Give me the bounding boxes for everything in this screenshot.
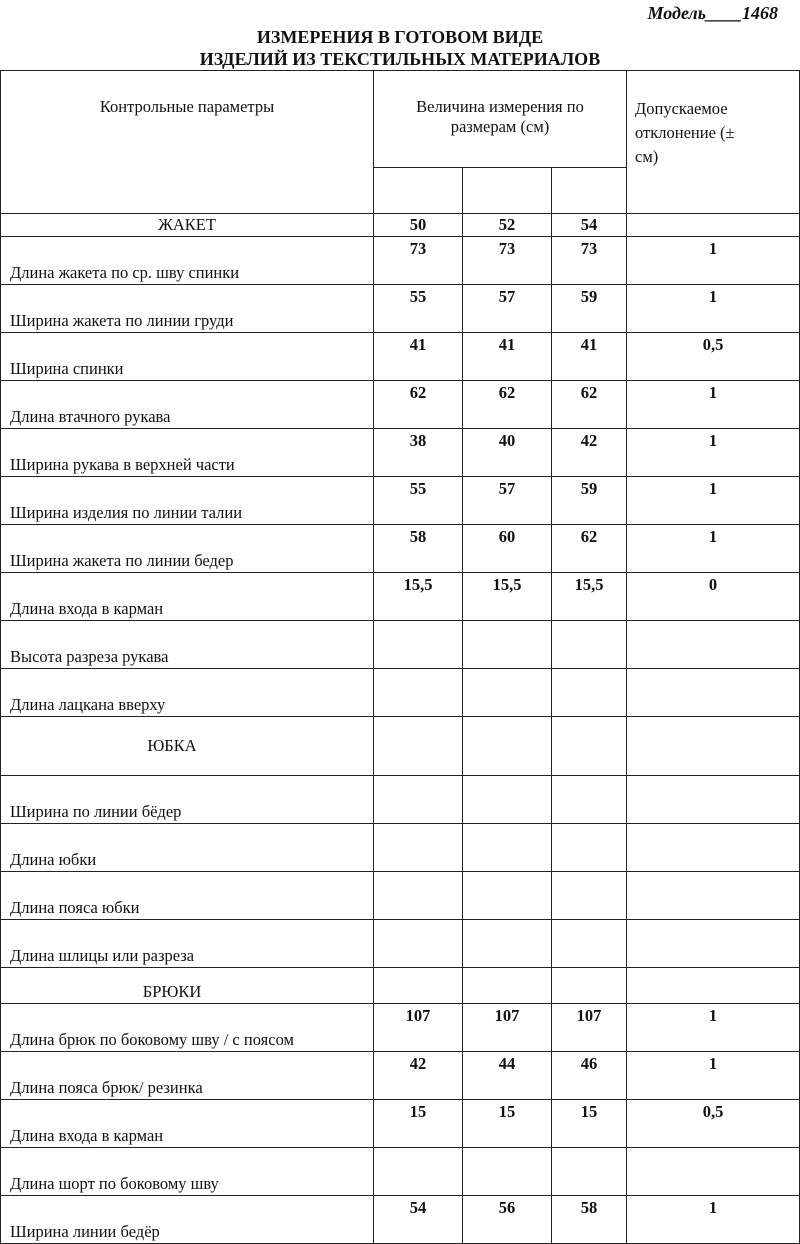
value-cell bbox=[374, 621, 463, 669]
table-row bbox=[1, 573, 800, 621]
param-label: Ширина жакета по линии груди bbox=[1, 285, 374, 333]
tolerance-cell bbox=[627, 968, 800, 1004]
value-cell bbox=[552, 717, 627, 776]
param-label: Ширина жакета по линии бедер bbox=[1, 525, 374, 573]
value-cell bbox=[374, 872, 463, 920]
param-label: Длина юбки bbox=[1, 824, 374, 872]
tolerance-cell bbox=[627, 621, 800, 669]
param-label: Ширина линии бедёр bbox=[1, 1196, 374, 1244]
param-label: Длина шлицы или разреза bbox=[1, 920, 374, 968]
value-cell: 40 bbox=[463, 429, 552, 477]
value-cell bbox=[374, 669, 463, 717]
table-row bbox=[1, 776, 800, 824]
tolerance-cell: 1 bbox=[627, 429, 800, 477]
header-param: Контрольные параметры bbox=[1, 71, 374, 214]
value-cell bbox=[552, 621, 627, 669]
value-cell bbox=[552, 669, 627, 717]
table-row bbox=[1, 1196, 800, 1244]
section-title: ЮБКА bbox=[1, 717, 374, 776]
header-size-line-1: Величина измерения по bbox=[416, 97, 584, 116]
tolerance-cell: 1 bbox=[627, 237, 800, 285]
value-cell: 58 bbox=[374, 525, 463, 573]
title-line-1: ИЗМЕРЕНИЯ В ГОТОВОМ ВИДЕ bbox=[256, 27, 544, 47]
table-row bbox=[1, 237, 800, 285]
value-cell: 73 bbox=[463, 237, 552, 285]
value-cell bbox=[374, 920, 463, 968]
value-cell bbox=[463, 776, 552, 824]
value-cell: 15,5 bbox=[374, 573, 463, 621]
value-cell bbox=[463, 968, 552, 1004]
value-cell: 56 bbox=[463, 1196, 552, 1244]
value-cell: 62 bbox=[463, 381, 552, 429]
value-cell: 62 bbox=[552, 381, 627, 429]
section-row-skirt bbox=[1, 717, 800, 776]
table-row bbox=[1, 824, 800, 872]
param-label: Длина лацкана вверху bbox=[1, 669, 374, 717]
value-cell: 15,5 bbox=[552, 573, 627, 621]
value-cell bbox=[463, 920, 552, 968]
tolerance-cell bbox=[627, 1148, 800, 1196]
tolerance-cell: 1 bbox=[627, 1004, 800, 1052]
measurements-table bbox=[0, 70, 800, 1244]
param-label: Ширина по линии бёдер bbox=[1, 776, 374, 824]
value-cell bbox=[463, 717, 552, 776]
table-row bbox=[1, 1004, 800, 1052]
value-cell: 73 bbox=[374, 237, 463, 285]
value-cell bbox=[374, 776, 463, 824]
tolerance-cell bbox=[627, 669, 800, 717]
header-size-line-2: размерам (см) bbox=[450, 117, 550, 136]
value-cell: 38 bbox=[374, 429, 463, 477]
tolerance-cell bbox=[627, 717, 800, 776]
value-cell bbox=[374, 1148, 463, 1196]
value-cell bbox=[463, 669, 552, 717]
tolerance-cell: 1 bbox=[627, 477, 800, 525]
table-row bbox=[1, 1148, 800, 1196]
value-cell: 41 bbox=[463, 333, 552, 381]
size-value: 52 bbox=[463, 214, 552, 237]
section-row-jacket bbox=[1, 214, 800, 237]
value-cell: 59 bbox=[552, 477, 627, 525]
value-cell bbox=[552, 776, 627, 824]
value-cell: 42 bbox=[374, 1052, 463, 1100]
table-row bbox=[1, 1052, 800, 1100]
tolerance-cell bbox=[627, 214, 800, 237]
document-title bbox=[0, 26, 800, 70]
header-size bbox=[374, 71, 627, 168]
model-number: Модель____1468 bbox=[647, 3, 778, 23]
value-cell bbox=[463, 621, 552, 669]
value-cell: 55 bbox=[374, 477, 463, 525]
value-cell: 58 bbox=[552, 1196, 627, 1244]
subheader-cell bbox=[463, 168, 552, 214]
tolerance-cell bbox=[627, 776, 800, 824]
subheader-cell bbox=[374, 168, 463, 214]
value-cell: 46 bbox=[552, 1052, 627, 1100]
header-tolerance-line-1: Допускаемое bbox=[635, 99, 728, 118]
value-cell: 55 bbox=[374, 285, 463, 333]
value-cell: 59 bbox=[552, 285, 627, 333]
value-cell bbox=[552, 872, 627, 920]
param-label: Длина шорт по боковому шву bbox=[1, 1148, 374, 1196]
value-cell: 73 bbox=[552, 237, 627, 285]
value-cell bbox=[374, 717, 463, 776]
param-label: Длина пояса юбки bbox=[1, 872, 374, 920]
table-row bbox=[1, 1100, 800, 1148]
tolerance-cell bbox=[627, 824, 800, 872]
param-label: Ширина рукава в верхней части bbox=[1, 429, 374, 477]
header-tolerance bbox=[627, 71, 800, 214]
table-row bbox=[1, 285, 800, 333]
value-cell bbox=[463, 872, 552, 920]
table-row bbox=[1, 872, 800, 920]
size-value: 54 bbox=[552, 214, 627, 237]
tolerance-cell: 0,5 bbox=[627, 1100, 800, 1148]
table-row bbox=[1, 621, 800, 669]
value-cell: 15 bbox=[374, 1100, 463, 1148]
section-title: ЖАКЕТ bbox=[1, 214, 374, 237]
value-cell bbox=[463, 824, 552, 872]
tolerance-cell bbox=[627, 872, 800, 920]
table-row bbox=[1, 429, 800, 477]
section-row-trousers bbox=[1, 968, 800, 1004]
value-cell: 41 bbox=[374, 333, 463, 381]
param-label: Длина входа в карман bbox=[1, 573, 374, 621]
table-row bbox=[1, 525, 800, 573]
table-row bbox=[1, 333, 800, 381]
value-cell: 57 bbox=[463, 477, 552, 525]
param-label: Длина пояса брюк/ резинка bbox=[1, 1052, 374, 1100]
table-row bbox=[1, 920, 800, 968]
table-row bbox=[1, 669, 800, 717]
value-cell: 54 bbox=[374, 1196, 463, 1244]
tolerance-cell: 0 bbox=[627, 573, 800, 621]
value-cell bbox=[374, 824, 463, 872]
value-cell bbox=[374, 968, 463, 1004]
title-line-2: ИЗДЕЛИЙ ИЗ ТЕКСТИЛЬНЫХ МАТЕРИАЛОВ bbox=[199, 49, 601, 69]
value-cell: 60 bbox=[463, 525, 552, 573]
value-cell bbox=[552, 824, 627, 872]
value-cell: 44 bbox=[463, 1052, 552, 1100]
value-cell: 62 bbox=[374, 381, 463, 429]
size-value: 50 bbox=[374, 214, 463, 237]
tolerance-cell: 1 bbox=[627, 381, 800, 429]
value-cell: 15 bbox=[552, 1100, 627, 1148]
value-cell: 107 bbox=[374, 1004, 463, 1052]
param-label: Длина втачного рукава bbox=[1, 381, 374, 429]
header-tolerance-line-3: см) bbox=[635, 147, 659, 166]
value-cell bbox=[552, 1148, 627, 1196]
tolerance-cell: 0,5 bbox=[627, 333, 800, 381]
param-label: Длина жакета по ср. шву спинки bbox=[1, 237, 374, 285]
value-cell bbox=[552, 968, 627, 1004]
tolerance-cell: 1 bbox=[627, 285, 800, 333]
section-title: БРЮКИ bbox=[1, 968, 374, 1004]
table-row bbox=[1, 381, 800, 429]
value-cell bbox=[463, 1148, 552, 1196]
tolerance-cell: 1 bbox=[627, 1196, 800, 1244]
subheader-cell bbox=[552, 168, 627, 214]
value-cell: 15 bbox=[463, 1100, 552, 1148]
value-cell: 107 bbox=[552, 1004, 627, 1052]
tolerance-cell: 1 bbox=[627, 525, 800, 573]
table-row bbox=[1, 477, 800, 525]
table-header-row bbox=[1, 71, 800, 168]
value-cell bbox=[552, 920, 627, 968]
value-cell: 107 bbox=[463, 1004, 552, 1052]
param-label: Ширина изделия по линии талии bbox=[1, 477, 374, 525]
param-label: Высота разреза рукава bbox=[1, 621, 374, 669]
param-label: Длина брюк по боковому шву / с поясом bbox=[1, 1004, 374, 1052]
param-label: Ширина спинки bbox=[1, 333, 374, 381]
value-cell: 15,5 bbox=[463, 573, 552, 621]
value-cell: 42 bbox=[552, 429, 627, 477]
value-cell: 62 bbox=[552, 525, 627, 573]
param-label: Длина входа в карман bbox=[1, 1100, 374, 1148]
header-tolerance-line-2: отклонение (± bbox=[635, 123, 735, 142]
tolerance-cell: 1 bbox=[627, 1052, 800, 1100]
value-cell: 57 bbox=[463, 285, 552, 333]
tolerance-cell bbox=[627, 920, 800, 968]
value-cell: 41 bbox=[552, 333, 627, 381]
